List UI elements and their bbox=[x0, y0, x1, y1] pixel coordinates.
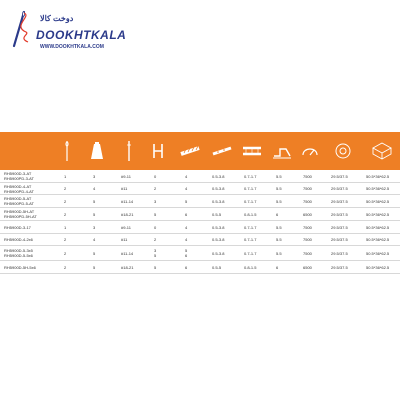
cell-line: 0.5-5 bbox=[212, 211, 222, 217]
cell-line: 50.5*36*62.5 bbox=[366, 264, 390, 270]
foot-height-cell bbox=[154, 261, 164, 273]
cell-line: 5 bbox=[154, 253, 157, 258]
cell-line: 4 bbox=[185, 186, 188, 191]
foot-height-cell bbox=[154, 170, 164, 182]
cell-line: 4 bbox=[93, 186, 96, 191]
needle-size-icon bbox=[119, 132, 139, 170]
cell-line: #9-11 bbox=[121, 173, 131, 179]
table-row bbox=[0, 221, 400, 234]
needle-size-cell bbox=[121, 195, 141, 207]
diff-ratio-cell bbox=[244, 261, 266, 273]
table-row bbox=[0, 208, 400, 221]
cell-line: 2 bbox=[64, 198, 67, 204]
cell-line: 3 bbox=[154, 248, 157, 253]
foot-lift-cell bbox=[276, 246, 290, 260]
cell-line: 29.5/37.5 bbox=[331, 250, 348, 256]
table-row bbox=[0, 195, 400, 208]
cell-line: 5.5 bbox=[276, 198, 282, 204]
diff-ratio-cell bbox=[244, 208, 266, 220]
needle-size-cell bbox=[121, 221, 141, 233]
cell-line: RH5900D-5-5x6 bbox=[4, 253, 33, 258]
model-cell bbox=[4, 221, 62, 233]
cell-line: RH5900PD-3-AT bbox=[4, 176, 34, 181]
stitch-width-cell bbox=[185, 234, 195, 245]
cell-line: 3 bbox=[93, 173, 96, 179]
cell-line: #11-14 bbox=[121, 198, 134, 204]
cell-line: 4 bbox=[185, 173, 188, 179]
cell-line: RH5900D-3-17 bbox=[4, 224, 31, 230]
cell-line: 6 bbox=[185, 253, 188, 258]
foot-height-cell bbox=[154, 221, 164, 233]
stitch-length-cell bbox=[212, 246, 234, 260]
cell-line: 1 bbox=[64, 173, 67, 179]
weight-cell bbox=[331, 246, 355, 260]
cell-line: RH5900D-3-AT bbox=[4, 171, 32, 176]
needle-icon bbox=[58, 132, 76, 170]
cell-line: 0.7-1.7 bbox=[244, 224, 257, 230]
brand-name-en: DOOKHTKALA bbox=[36, 28, 127, 42]
thread-cell bbox=[93, 221, 105, 233]
spec-table bbox=[0, 132, 400, 274]
cell-line: 0.8-1.5 bbox=[244, 211, 257, 217]
cell-line: 0.5-3.8 bbox=[212, 250, 225, 256]
needle-size-cell bbox=[121, 246, 141, 260]
motor-icon bbox=[332, 132, 354, 170]
ply-cell bbox=[64, 261, 74, 273]
cell-line: 5 bbox=[93, 264, 96, 270]
stitch-width-cell bbox=[185, 261, 195, 273]
differential-ratio-icon bbox=[240, 132, 264, 170]
foot-height-cell bbox=[154, 208, 164, 220]
cell-line: 5 bbox=[154, 211, 157, 217]
cell-line: 2 bbox=[64, 250, 67, 256]
table-row bbox=[0, 246, 400, 261]
stitch-width-cell bbox=[185, 221, 195, 233]
model-cell bbox=[4, 183, 62, 194]
cell-line: 7500 bbox=[303, 250, 312, 256]
cell-line: 50.5*36*62.5 bbox=[366, 198, 390, 204]
speed-gauge-icon bbox=[270, 132, 294, 170]
model-cell bbox=[4, 170, 62, 182]
cell-line: 29.5/37.5 bbox=[331, 186, 348, 191]
cell-line: 5.5 bbox=[276, 237, 282, 242]
cell-line: 3 bbox=[154, 198, 157, 204]
diff-ratio-cell bbox=[244, 221, 266, 233]
thread-cell bbox=[93, 234, 105, 245]
weight-cell bbox=[331, 261, 355, 273]
cell-line: 6 bbox=[276, 211, 279, 217]
foot-lift-cell bbox=[276, 261, 290, 273]
cell-line: 2 bbox=[154, 186, 157, 191]
cell-line: 0 bbox=[154, 224, 157, 230]
cell-line: 7500 bbox=[303, 224, 312, 230]
model-cell bbox=[4, 246, 62, 260]
cell-line: 7500 bbox=[303, 186, 312, 191]
speed-cell bbox=[303, 183, 317, 194]
cell-line: 2 bbox=[154, 237, 157, 242]
cell-line: 5 bbox=[93, 211, 96, 217]
stitch-length-cell bbox=[212, 261, 234, 273]
cell-line: 0.5-3.8 bbox=[212, 173, 225, 179]
cell-line: 0.5-5 bbox=[212, 264, 222, 270]
cell-line: 5.5 bbox=[276, 224, 282, 230]
stitch-width-icon bbox=[178, 132, 202, 170]
diff-ratio-cell bbox=[244, 195, 266, 207]
cell-line: 0 bbox=[154, 173, 157, 179]
cell-line: RH5900D-5-AT bbox=[4, 196, 32, 201]
cell-line: 0.7-1.7 bbox=[244, 186, 257, 191]
table-row bbox=[0, 234, 400, 246]
foot-height-cell bbox=[154, 246, 164, 260]
cell-line: RH5900D-5H-5x6 bbox=[4, 264, 36, 270]
needle-logo-icon bbox=[10, 8, 32, 48]
cell-line: #18-21 bbox=[121, 211, 134, 217]
cell-line: #18-21 bbox=[121, 264, 134, 270]
foot-lift-cell bbox=[276, 183, 290, 194]
cell-line: RH5900D-4-AT bbox=[4, 183, 32, 189]
cell-line: 5 bbox=[185, 198, 188, 204]
cell-line: 4 bbox=[93, 237, 96, 242]
speed-cell bbox=[303, 195, 317, 207]
foot-height-cell bbox=[154, 195, 164, 207]
cell-line: 5 bbox=[93, 250, 96, 256]
cell-line: 5 bbox=[154, 264, 157, 270]
dimensions-cell bbox=[366, 221, 398, 233]
dimensions-icon bbox=[368, 132, 396, 170]
ply-cell bbox=[64, 170, 74, 182]
thread-cell bbox=[93, 170, 105, 182]
thread-cell bbox=[93, 208, 105, 220]
dimensions-cell bbox=[366, 170, 398, 182]
max-speed-icon bbox=[299, 132, 321, 170]
foot-lift-cell bbox=[276, 195, 290, 207]
cell-line: 29.5/37.5 bbox=[331, 211, 348, 217]
ply-cell bbox=[64, 183, 74, 194]
dimensions-cell bbox=[366, 183, 398, 194]
cell-line: 29.5/37.5 bbox=[331, 264, 348, 270]
cell-line: 29.5/37.5 bbox=[331, 237, 348, 242]
cell-line: 0.5-3.8 bbox=[212, 224, 225, 230]
stitch-length-icon bbox=[210, 132, 234, 170]
foot-lift-cell bbox=[276, 170, 290, 182]
weight-cell bbox=[331, 170, 355, 182]
cell-line: 6 bbox=[276, 264, 279, 270]
cell-line: 5.5 bbox=[276, 173, 282, 179]
speed-cell bbox=[303, 246, 317, 260]
cell-line: 29.5/37.5 bbox=[331, 224, 348, 230]
table-row bbox=[0, 170, 400, 183]
cell-line: 5 bbox=[93, 198, 96, 204]
cell-line: 2 bbox=[64, 264, 67, 270]
foot-height-cell bbox=[154, 234, 164, 245]
cell-line: 0.8-1.5 bbox=[244, 264, 257, 270]
cell-line: 7500 bbox=[303, 237, 312, 242]
weight-cell bbox=[331, 208, 355, 220]
foot-lift-cell bbox=[276, 234, 290, 245]
model-cell bbox=[4, 261, 62, 273]
foot-lift-cell bbox=[276, 208, 290, 220]
needle-size-cell bbox=[121, 183, 141, 194]
cell-line: 0.7-1.7 bbox=[244, 250, 257, 256]
weight-cell bbox=[331, 221, 355, 233]
stitch-length-cell bbox=[212, 234, 234, 245]
cell-line: RH5900PD-4-AT bbox=[4, 188, 34, 194]
stitch-length-cell bbox=[212, 195, 234, 207]
brand-logo[interactable] bbox=[10, 8, 127, 52]
cell-line: #11 bbox=[121, 186, 128, 191]
cell-line: 4 bbox=[185, 224, 188, 230]
cell-line: 6 bbox=[185, 264, 188, 270]
cell-line: 6500 bbox=[303, 211, 312, 217]
cell-line: 0.5-3.8 bbox=[212, 237, 225, 242]
model-cell bbox=[4, 195, 62, 207]
cell-line: RH5900D-5-3x5 bbox=[4, 248, 33, 253]
diff-ratio-cell bbox=[244, 170, 266, 182]
cell-line: 0.5-3.8 bbox=[212, 198, 225, 204]
cell-line: 4 bbox=[185, 237, 188, 242]
cell-line: 7500 bbox=[303, 173, 312, 179]
model-cell bbox=[4, 208, 62, 220]
cell-line: 29.5/37.5 bbox=[331, 198, 348, 204]
dimensions-cell bbox=[366, 208, 398, 220]
needle-size-cell bbox=[121, 234, 141, 245]
stitch-length-cell bbox=[212, 221, 234, 233]
cell-line: RH5900D-5H-AT bbox=[4, 209, 35, 214]
stitch-width-cell bbox=[185, 195, 195, 207]
speed-cell bbox=[303, 261, 317, 273]
weight-cell bbox=[331, 195, 355, 207]
cell-line: #11-14 bbox=[121, 250, 134, 256]
thread-cell bbox=[93, 195, 105, 207]
cell-line: 1 bbox=[64, 224, 67, 230]
cell-line: 5.5 bbox=[276, 186, 282, 191]
cell-line: 0.5-3.8 bbox=[212, 186, 225, 191]
diff-ratio-cell bbox=[244, 246, 266, 260]
ply-cell bbox=[64, 221, 74, 233]
cell-line: RH5900PD-5H-AT bbox=[4, 214, 37, 219]
table-row bbox=[0, 261, 400, 274]
model-cell bbox=[4, 234, 62, 245]
cell-line: 0.7-1.7 bbox=[244, 237, 257, 242]
stitch-length-cell bbox=[212, 170, 234, 182]
cell-line: 50.5*36*62.5 bbox=[366, 173, 390, 179]
thread-cell bbox=[93, 246, 105, 260]
brand-url: WWW.DOOKHTKALA.COM bbox=[40, 44, 104, 50]
cell-line: 0.7-1.7 bbox=[244, 198, 257, 204]
speed-cell bbox=[303, 170, 317, 182]
ply-cell bbox=[64, 246, 74, 260]
spec-table-body bbox=[0, 170, 400, 274]
ply-cell bbox=[64, 234, 74, 245]
cell-line: 50.5*36*62.5 bbox=[366, 224, 390, 230]
dimensions-cell bbox=[366, 234, 398, 245]
cell-line: 3 bbox=[93, 224, 96, 230]
stitch-width-cell bbox=[185, 246, 195, 260]
dimensions-cell bbox=[366, 261, 398, 273]
weight-cell bbox=[331, 234, 355, 245]
cell-line: 2 bbox=[64, 186, 67, 191]
stitch-width-cell bbox=[185, 170, 195, 182]
cell-line: RH5900PD-5-AT bbox=[4, 201, 34, 206]
cell-line: 6 bbox=[185, 211, 188, 217]
speed-cell bbox=[303, 221, 317, 233]
cell-line: #9-11 bbox=[121, 224, 131, 230]
cell-line: 50.5*36*62.5 bbox=[366, 237, 390, 242]
table-row bbox=[0, 183, 400, 195]
cell-line: 50.5*36*62.5 bbox=[366, 250, 390, 256]
dimensions-cell bbox=[366, 195, 398, 207]
ply-cell bbox=[64, 208, 74, 220]
foot-height-cell bbox=[154, 183, 164, 194]
speed-cell bbox=[303, 208, 317, 220]
diff-ratio-cell bbox=[244, 183, 266, 194]
cell-line: 29.5/37.5 bbox=[331, 173, 348, 179]
cell-line: 50.5*36*62.5 bbox=[366, 186, 390, 191]
dimensions-cell bbox=[366, 246, 398, 260]
needle-size-cell bbox=[121, 170, 141, 182]
needle-size-cell bbox=[121, 261, 141, 273]
cell-line: 2 bbox=[64, 211, 67, 217]
cell-line: 2 bbox=[64, 237, 67, 242]
speed-cell bbox=[303, 234, 317, 245]
cell-line: 50.5*36*62.5 bbox=[366, 211, 390, 217]
foot-lift-cell bbox=[276, 221, 290, 233]
stitch-length-cell bbox=[212, 183, 234, 194]
brand-name-fa: دوخت کالا bbox=[40, 14, 74, 23]
cell-line: 5.5 bbox=[276, 250, 282, 256]
ply-cell bbox=[64, 195, 74, 207]
spec-table-header bbox=[0, 132, 400, 170]
cell-line: 0.7-1.7 bbox=[244, 173, 257, 179]
cell-line: #11 bbox=[121, 237, 128, 242]
thread-cell bbox=[93, 183, 105, 194]
cell-line: 6500 bbox=[303, 264, 312, 270]
stitch-width-cell bbox=[185, 183, 195, 194]
cell-line: 5 bbox=[185, 248, 188, 253]
diff-ratio-cell bbox=[244, 234, 266, 245]
cell-line: RH5900D-4-2x6 bbox=[4, 237, 33, 242]
cell-line: 7500 bbox=[303, 198, 312, 204]
stitch-length-cell bbox=[212, 208, 234, 220]
presser-foot-height-icon bbox=[148, 132, 168, 170]
weight-cell bbox=[331, 183, 355, 194]
needle-size-cell bbox=[121, 208, 141, 220]
thread-cell bbox=[93, 261, 105, 273]
stitch-width-cell bbox=[185, 208, 195, 220]
thread-cone-icon bbox=[86, 132, 108, 170]
